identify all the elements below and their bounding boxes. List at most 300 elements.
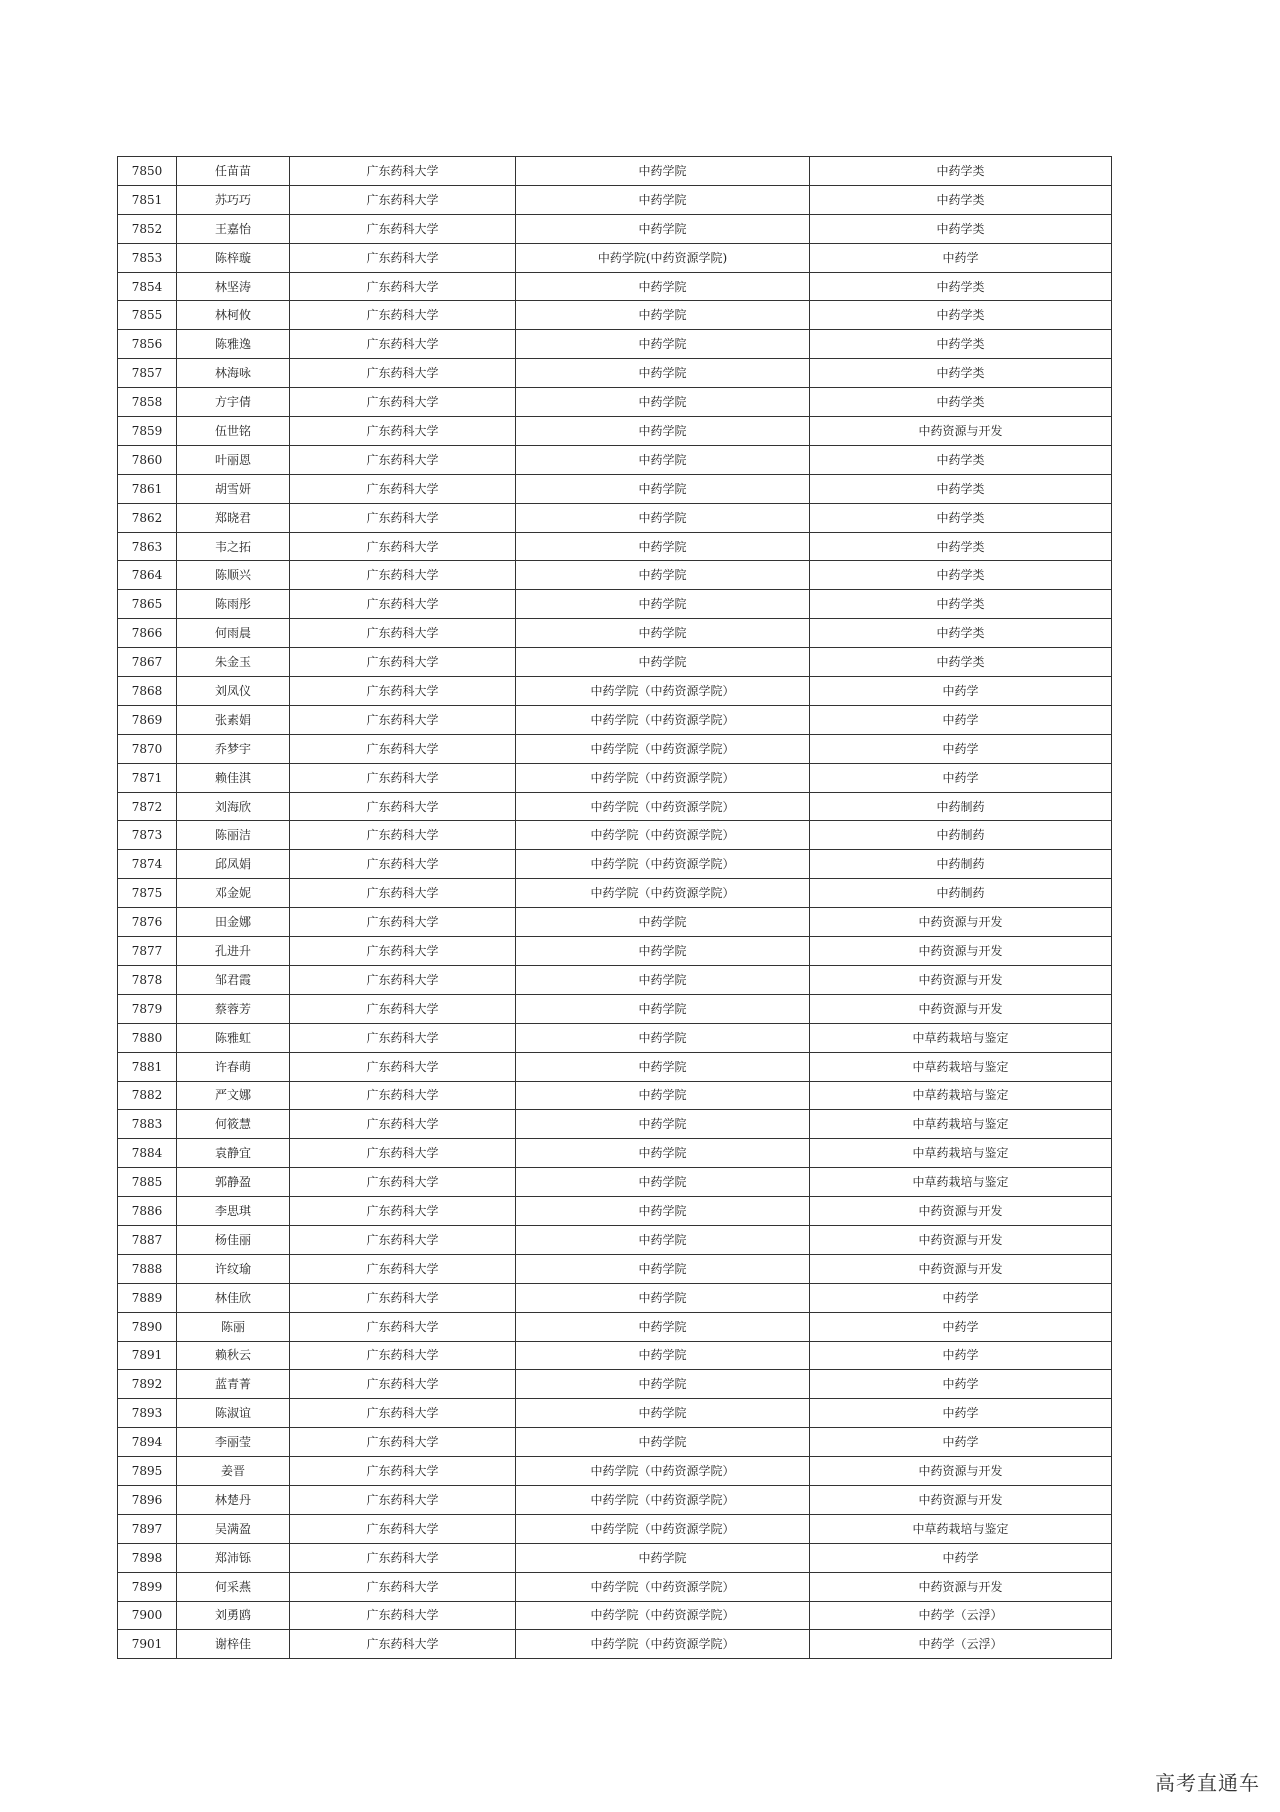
college-cell: 中药学院（中药资源学院）	[516, 677, 810, 706]
student-name-cell: 谢梓佳	[177, 1630, 290, 1659]
major-cell: 中药学类	[810, 157, 1112, 186]
table-row	[118, 908, 1112, 937]
school-cell: 广东药科大学	[290, 185, 516, 214]
major-cell: 中药资源与开发	[810, 1225, 1112, 1254]
row-number-cell: 7858	[118, 388, 177, 417]
table-row	[118, 561, 1112, 590]
school-cell: 广东药科大学	[290, 1341, 516, 1370]
row-number-cell: 7887	[118, 1225, 177, 1254]
college-cell: 中药学院（中药资源学院）	[516, 1514, 810, 1543]
major-cell: 中药学类	[810, 185, 1112, 214]
table-row	[118, 1139, 1112, 1168]
student-name-cell: 胡雪妍	[177, 474, 290, 503]
student-name-cell: 郭静盈	[177, 1168, 290, 1197]
school-cell: 广东药科大学	[290, 474, 516, 503]
school-cell: 广东药科大学	[290, 1081, 516, 1110]
row-number-cell: 7882	[118, 1081, 177, 1110]
table-row	[118, 445, 1112, 474]
table-row	[118, 1283, 1112, 1312]
major-cell: 中药学	[810, 243, 1112, 272]
school-cell: 广东药科大学	[290, 1139, 516, 1168]
school-cell: 广东药科大学	[290, 908, 516, 937]
college-cell: 中药学院	[516, 994, 810, 1023]
row-number-cell: 7854	[118, 272, 177, 301]
major-cell: 中药学	[810, 677, 1112, 706]
table-row	[118, 1110, 1112, 1139]
major-cell: 中药制药	[810, 879, 1112, 908]
school-cell: 广东药科大学	[290, 214, 516, 243]
college-cell: 中药学院（中药资源学院）	[516, 734, 810, 763]
school-cell: 广东药科大学	[290, 1485, 516, 1514]
school-cell: 广东药科大学	[290, 1312, 516, 1341]
student-name-cell: 郑晓君	[177, 503, 290, 532]
college-cell: 中药学院	[516, 1543, 810, 1572]
college-cell: 中药学院	[516, 590, 810, 619]
student-name-cell: 孔进升	[177, 937, 290, 966]
school-cell: 广东药科大学	[290, 1543, 516, 1572]
student-name-cell: 叶丽恩	[177, 445, 290, 474]
major-cell: 中药学类	[810, 619, 1112, 648]
major-cell: 中药资源与开发	[810, 1485, 1112, 1514]
table-row	[118, 734, 1112, 763]
college-cell: 中药学院	[516, 1110, 810, 1139]
college-cell: 中药学院（中药资源学院）	[516, 1601, 810, 1630]
major-cell: 中草药栽培与鉴定	[810, 1168, 1112, 1197]
school-cell: 广东药科大学	[290, 792, 516, 821]
student-name-cell: 蔡蓉芳	[177, 994, 290, 1023]
row-number-cell: 7885	[118, 1168, 177, 1197]
table-row	[118, 1485, 1112, 1514]
college-cell: 中药学院	[516, 561, 810, 590]
school-cell: 广东药科大学	[290, 359, 516, 388]
table-row	[118, 1023, 1112, 1052]
student-name-cell: 任苗苗	[177, 157, 290, 186]
college-cell: 中药学院	[516, 185, 810, 214]
row-number-cell: 7897	[118, 1514, 177, 1543]
student-name-cell: 郑沛铄	[177, 1543, 290, 1572]
college-cell: 中药学院	[516, 272, 810, 301]
college-cell: 中药学院	[516, 1341, 810, 1370]
major-cell: 中草药栽培与鉴定	[810, 1110, 1112, 1139]
row-number-cell: 7866	[118, 619, 177, 648]
table-row	[118, 1312, 1112, 1341]
school-cell: 广东药科大学	[290, 734, 516, 763]
table-row	[118, 965, 1112, 994]
college-cell: 中药学院	[516, 1399, 810, 1428]
student-name-cell: 杨佳丽	[177, 1225, 290, 1254]
student-name-cell: 苏巧巧	[177, 185, 290, 214]
table-row	[118, 1572, 1112, 1601]
row-number-cell: 7889	[118, 1283, 177, 1312]
college-cell: 中药学院	[516, 1225, 810, 1254]
table-row	[118, 1052, 1112, 1081]
major-cell: 中药学类	[810, 445, 1112, 474]
student-name-cell: 刘勇鸥	[177, 1601, 290, 1630]
student-name-cell: 何雨晨	[177, 619, 290, 648]
college-cell: 中药学院	[516, 1197, 810, 1226]
college-cell: 中药学院(中药资源学院)	[516, 243, 810, 272]
row-number-cell: 7863	[118, 532, 177, 561]
table-row	[118, 792, 1112, 821]
major-cell: 中药学类	[810, 359, 1112, 388]
major-cell: 中药学	[810, 1312, 1112, 1341]
major-cell: 中草药栽培与鉴定	[810, 1023, 1112, 1052]
college-cell: 中药学院	[516, 1370, 810, 1399]
college-cell: 中药学院	[516, 474, 810, 503]
student-name-cell: 陈淑谊	[177, 1399, 290, 1428]
school-cell: 广东药科大学	[290, 1283, 516, 1312]
table-row	[118, 1197, 1112, 1226]
student-name-cell: 陈顺兴	[177, 561, 290, 590]
school-cell: 广东药科大学	[290, 1168, 516, 1197]
major-cell: 中药学	[810, 1283, 1112, 1312]
college-cell: 中药学院（中药资源学院）	[516, 1485, 810, 1514]
college-cell: 中药学院	[516, 1139, 810, 1168]
major-cell: 中药学类	[810, 561, 1112, 590]
row-number-cell: 7859	[118, 417, 177, 446]
row-number-cell: 7864	[118, 561, 177, 590]
row-number-cell: 7878	[118, 965, 177, 994]
table-row	[118, 1081, 1112, 1110]
major-cell: 中药学类	[810, 388, 1112, 417]
row-number-cell: 7881	[118, 1052, 177, 1081]
table-row	[118, 821, 1112, 850]
row-number-cell: 7850	[118, 157, 177, 186]
major-cell: 中药资源与开发	[810, 1572, 1112, 1601]
row-number-cell: 7867	[118, 648, 177, 677]
row-number-cell: 7890	[118, 1312, 177, 1341]
school-cell: 广东药科大学	[290, 648, 516, 677]
college-cell: 中药学院（中药资源学院）	[516, 705, 810, 734]
table-row	[118, 388, 1112, 417]
major-cell: 中药制药	[810, 792, 1112, 821]
row-number-cell: 7862	[118, 503, 177, 532]
school-cell: 广东药科大学	[290, 388, 516, 417]
row-number-cell: 7853	[118, 243, 177, 272]
college-cell: 中药学院	[516, 648, 810, 677]
school-cell: 广东药科大学	[290, 243, 516, 272]
row-number-cell: 7879	[118, 994, 177, 1023]
student-name-cell: 吴满盈	[177, 1514, 290, 1543]
college-cell: 中药学院	[516, 214, 810, 243]
school-cell: 广东药科大学	[290, 1601, 516, 1630]
student-name-cell: 伍世铭	[177, 417, 290, 446]
row-number-cell: 7883	[118, 1110, 177, 1139]
table-row	[118, 1225, 1112, 1254]
major-cell: 中药资源与开发	[810, 908, 1112, 937]
student-name-cell: 何采燕	[177, 1572, 290, 1601]
row-number-cell: 7898	[118, 1543, 177, 1572]
student-name-cell: 何筱慧	[177, 1110, 290, 1139]
table-row	[118, 1601, 1112, 1630]
student-name-cell: 林海咏	[177, 359, 290, 388]
student-name-cell: 林佳欣	[177, 1283, 290, 1312]
college-cell: 中药学院	[516, 1052, 810, 1081]
major-cell: 中药资源与开发	[810, 937, 1112, 966]
student-name-cell: 赖秋云	[177, 1341, 290, 1370]
college-cell: 中药学院	[516, 619, 810, 648]
table-row	[118, 1399, 1112, 1428]
table-row	[118, 705, 1112, 734]
school-cell: 广东药科大学	[290, 821, 516, 850]
school-cell: 广东药科大学	[290, 677, 516, 706]
student-name-cell: 邓金妮	[177, 879, 290, 908]
major-cell: 中药学（云浮）	[810, 1601, 1112, 1630]
school-cell: 广东药科大学	[290, 1110, 516, 1139]
student-name-cell: 李思琪	[177, 1197, 290, 1226]
major-cell: 中药制药	[810, 821, 1112, 850]
row-number-cell: 7874	[118, 850, 177, 879]
major-cell: 中药资源与开发	[810, 965, 1112, 994]
college-cell: 中药学院	[516, 330, 810, 359]
college-cell: 中药学院（中药资源学院）	[516, 1572, 810, 1601]
major-cell: 中药学类	[810, 214, 1112, 243]
major-cell: 中药资源与开发	[810, 994, 1112, 1023]
major-cell: 中药学	[810, 734, 1112, 763]
major-cell: 中药学类	[810, 532, 1112, 561]
table-row	[118, 1630, 1112, 1659]
row-number-cell: 7871	[118, 763, 177, 792]
student-name-cell: 姜晋	[177, 1457, 290, 1486]
school-cell: 广东药科大学	[290, 157, 516, 186]
table-row	[118, 532, 1112, 561]
college-cell: 中药学院（中药资源学院）	[516, 821, 810, 850]
school-cell: 广东药科大学	[290, 965, 516, 994]
student-name-cell: 王嘉怡	[177, 214, 290, 243]
major-cell: 中药学（云浮）	[810, 1630, 1112, 1659]
table-row	[118, 1254, 1112, 1283]
school-cell: 广东药科大学	[290, 1572, 516, 1601]
major-cell: 中药学类	[810, 272, 1112, 301]
college-cell: 中药学院	[516, 1312, 810, 1341]
table-row	[118, 648, 1112, 677]
school-cell: 广东药科大学	[290, 1428, 516, 1457]
table-row	[118, 474, 1112, 503]
school-cell: 广东药科大学	[290, 445, 516, 474]
major-cell: 中药学类	[810, 503, 1112, 532]
college-cell: 中药学院	[516, 1428, 810, 1457]
school-cell: 广东药科大学	[290, 1023, 516, 1052]
row-number-cell: 7894	[118, 1428, 177, 1457]
major-cell: 中药制药	[810, 850, 1112, 879]
student-name-cell: 陈丽	[177, 1312, 290, 1341]
table-row	[118, 677, 1112, 706]
table-row	[118, 185, 1112, 214]
major-cell: 中草药栽培与鉴定	[810, 1514, 1112, 1543]
row-number-cell: 7872	[118, 792, 177, 821]
college-cell: 中药学院	[516, 908, 810, 937]
student-name-cell: 刘海欣	[177, 792, 290, 821]
row-number-cell: 7876	[118, 908, 177, 937]
table-row	[118, 1543, 1112, 1572]
row-number-cell: 7857	[118, 359, 177, 388]
college-cell: 中药学院	[516, 1283, 810, 1312]
table-row	[118, 590, 1112, 619]
school-cell: 广东药科大学	[290, 705, 516, 734]
college-cell: 中药学院	[516, 937, 810, 966]
row-number-cell: 7868	[118, 677, 177, 706]
table-row	[118, 1341, 1112, 1370]
school-cell: 广东药科大学	[290, 1052, 516, 1081]
table-row	[118, 1428, 1112, 1457]
school-cell: 广东药科大学	[290, 937, 516, 966]
school-cell: 广东药科大学	[290, 503, 516, 532]
school-cell: 广东药科大学	[290, 763, 516, 792]
table-row	[118, 1168, 1112, 1197]
school-cell: 广东药科大学	[290, 994, 516, 1023]
college-cell: 中药学院	[516, 445, 810, 474]
row-number-cell: 7869	[118, 705, 177, 734]
table-row	[118, 850, 1112, 879]
watermark: 高考直通车	[1155, 1771, 1260, 1795]
student-name-cell: 方宇倩	[177, 388, 290, 417]
student-name-cell: 陈雅虹	[177, 1023, 290, 1052]
student-name-cell: 乔梦宇	[177, 734, 290, 763]
school-cell: 广东药科大学	[290, 561, 516, 590]
student-name-cell: 严文娜	[177, 1081, 290, 1110]
student-name-cell: 邹君霞	[177, 965, 290, 994]
college-cell: 中药学院	[516, 1023, 810, 1052]
student-name-cell: 林坚涛	[177, 272, 290, 301]
student-name-cell: 蓝青菁	[177, 1370, 290, 1399]
row-number-cell: 7900	[118, 1601, 177, 1630]
row-number-cell: 7886	[118, 1197, 177, 1226]
major-cell: 中草药栽培与鉴定	[810, 1139, 1112, 1168]
school-cell: 广东药科大学	[290, 879, 516, 908]
school-cell: 广东药科大学	[290, 532, 516, 561]
table-row	[118, 1457, 1112, 1486]
row-number-cell: 7896	[118, 1485, 177, 1514]
major-cell: 中药学	[810, 763, 1112, 792]
student-name-cell: 张素娟	[177, 705, 290, 734]
school-cell: 广东药科大学	[290, 272, 516, 301]
row-number-cell: 7877	[118, 937, 177, 966]
major-cell: 中药学	[810, 705, 1112, 734]
college-cell: 中药学院（中药资源学院）	[516, 1457, 810, 1486]
student-name-cell: 林柯攸	[177, 301, 290, 330]
row-number-cell: 7852	[118, 214, 177, 243]
student-name-cell: 陈梓璇	[177, 243, 290, 272]
row-number-cell: 7893	[118, 1399, 177, 1428]
major-cell: 中药学	[810, 1341, 1112, 1370]
major-cell: 中药学	[810, 1543, 1112, 1572]
college-cell: 中药学院	[516, 965, 810, 994]
college-cell: 中药学院	[516, 359, 810, 388]
student-name-cell: 许春萌	[177, 1052, 290, 1081]
table-row	[118, 937, 1112, 966]
college-cell: 中药学院	[516, 301, 810, 330]
college-cell: 中药学院	[516, 1168, 810, 1197]
school-cell: 广东药科大学	[290, 1514, 516, 1543]
table-row	[118, 1370, 1112, 1399]
school-cell: 广东药科大学	[290, 1225, 516, 1254]
school-cell: 广东药科大学	[290, 619, 516, 648]
table-row	[118, 417, 1112, 446]
table-row	[118, 243, 1112, 272]
major-cell: 中药学类	[810, 301, 1112, 330]
row-number-cell: 7870	[118, 734, 177, 763]
major-cell: 中药学	[810, 1428, 1112, 1457]
major-cell: 中草药栽培与鉴定	[810, 1081, 1112, 1110]
college-cell: 中药学院（中药资源学院）	[516, 1630, 810, 1659]
school-cell: 广东药科大学	[290, 301, 516, 330]
row-number-cell: 7855	[118, 301, 177, 330]
school-cell: 广东药科大学	[290, 1370, 516, 1399]
table-row	[118, 1514, 1112, 1543]
row-number-cell: 7875	[118, 879, 177, 908]
table-row	[118, 301, 1112, 330]
table-row	[118, 330, 1112, 359]
college-cell: 中药学院	[516, 1254, 810, 1283]
student-name-cell: 陈雨彤	[177, 590, 290, 619]
college-cell: 中药学院（中药资源学院）	[516, 792, 810, 821]
student-name-cell: 陈雅逸	[177, 330, 290, 359]
row-number-cell: 7884	[118, 1139, 177, 1168]
table-row	[118, 359, 1112, 388]
school-cell: 广东药科大学	[290, 1457, 516, 1486]
table-row	[118, 214, 1112, 243]
school-cell: 广东药科大学	[290, 1197, 516, 1226]
school-cell: 广东药科大学	[290, 1399, 516, 1428]
student-name-cell: 田金娜	[177, 908, 290, 937]
college-cell: 中药学院（中药资源学院）	[516, 763, 810, 792]
major-cell: 中药学	[810, 1399, 1112, 1428]
row-number-cell: 7861	[118, 474, 177, 503]
row-number-cell: 7888	[118, 1254, 177, 1283]
table-row	[118, 503, 1112, 532]
college-cell: 中药学院	[516, 1081, 810, 1110]
row-number-cell: 7899	[118, 1572, 177, 1601]
row-number-cell: 7851	[118, 185, 177, 214]
major-cell: 中药学类	[810, 474, 1112, 503]
student-name-cell: 许纹瑜	[177, 1254, 290, 1283]
row-number-cell: 7865	[118, 590, 177, 619]
major-cell: 中药学	[810, 1370, 1112, 1399]
school-cell: 广东药科大学	[290, 1254, 516, 1283]
student-name-cell: 刘凤仪	[177, 677, 290, 706]
major-cell: 中草药栽培与鉴定	[810, 1052, 1112, 1081]
college-cell: 中药学院（中药资源学院）	[516, 879, 810, 908]
college-cell: 中药学院	[516, 388, 810, 417]
college-cell: 中药学院	[516, 532, 810, 561]
major-cell: 中药资源与开发	[810, 1254, 1112, 1283]
row-number-cell: 7860	[118, 445, 177, 474]
school-cell: 广东药科大学	[290, 1630, 516, 1659]
student-list-table	[117, 156, 1106, 1659]
college-cell: 中药学院	[516, 417, 810, 446]
row-number-cell: 7901	[118, 1630, 177, 1659]
row-number-cell: 7891	[118, 1341, 177, 1370]
student-name-cell: 韦之拓	[177, 532, 290, 561]
school-cell: 广东药科大学	[290, 417, 516, 446]
student-name-cell: 林楚丹	[177, 1485, 290, 1514]
table-row	[118, 619, 1112, 648]
table-row	[118, 763, 1112, 792]
student-name-cell: 李丽莹	[177, 1428, 290, 1457]
college-cell: 中药学院	[516, 503, 810, 532]
table-row	[118, 272, 1112, 301]
student-name-cell: 邱凤娟	[177, 850, 290, 879]
school-cell: 广东药科大学	[290, 330, 516, 359]
table-row	[118, 994, 1112, 1023]
row-number-cell: 7880	[118, 1023, 177, 1052]
student-name-cell: 赖佳淇	[177, 763, 290, 792]
student-name-cell: 陈丽洁	[177, 821, 290, 850]
major-cell: 中药资源与开发	[810, 1197, 1112, 1226]
table-row	[118, 157, 1112, 186]
row-number-cell: 7895	[118, 1457, 177, 1486]
table-row	[118, 879, 1112, 908]
